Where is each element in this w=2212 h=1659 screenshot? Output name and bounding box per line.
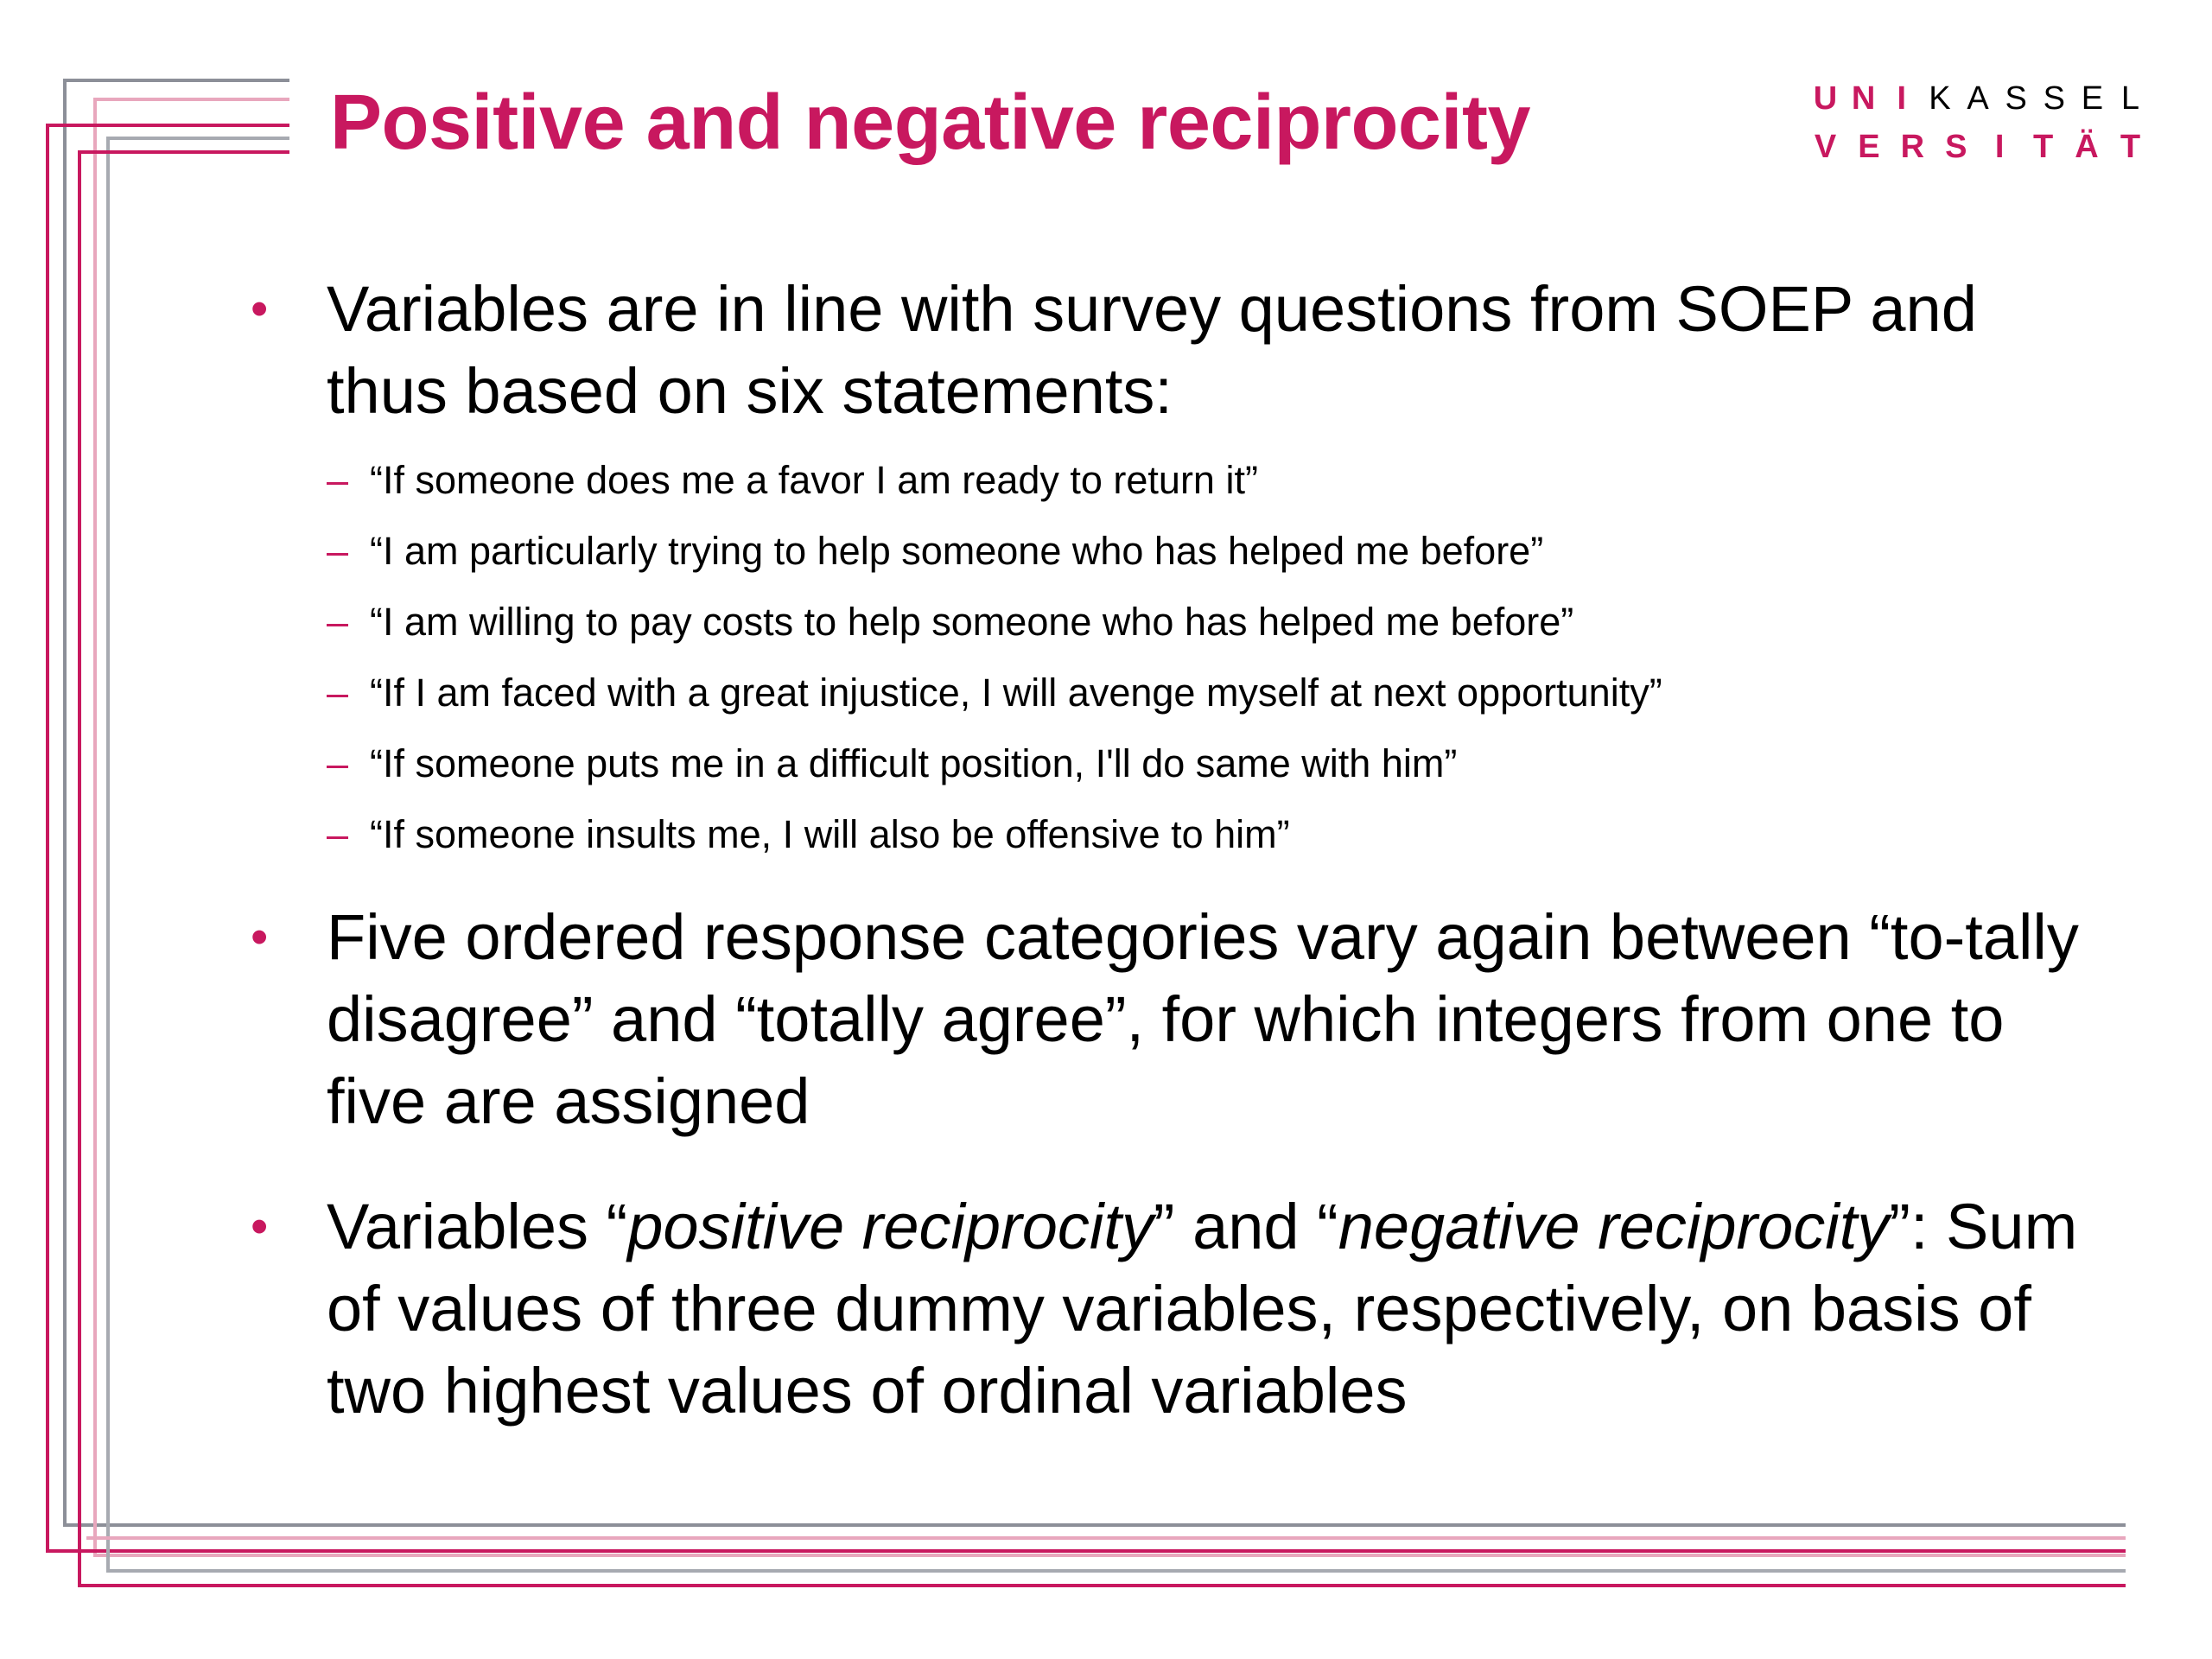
logo-letter: I (1994, 129, 2005, 165)
logo-letter: N (1851, 80, 1876, 117)
statement-item (327, 445, 2108, 516)
bullet-text-part: Variables “ (327, 1191, 628, 1262)
bullet-point-1 (251, 268, 2108, 432)
bullet-text (327, 1191, 2077, 1427)
term-negative-reciprocity: negative reciprocity (1338, 1191, 1890, 1262)
statement-text: “If someone insults me, I will also be offensive to him” (370, 812, 1290, 856)
statement-text: “I am particularly trying to help someone who has helped me before” (370, 529, 1544, 573)
statement-item (327, 587, 2108, 658)
logo-row-2 (1813, 123, 2143, 171)
logo-letter: T (2120, 129, 2141, 165)
logo-letter: I (1897, 80, 1907, 117)
dash-icon: – (327, 671, 349, 715)
bullet-point-2 (251, 896, 2108, 1142)
bullet-text: Variables are in line with survey questions from SOEP and thus based on six statements: (327, 273, 1977, 427)
bullet-text: Five ordered response categories vary again between “to-tally disagree” and “totally agree”, for which integers from one to five are assigned (327, 901, 2079, 1137)
statement-item (327, 516, 2108, 587)
logo-letter: S (2005, 80, 2027, 117)
logo-letter: L (2120, 80, 2140, 117)
university-logo (1813, 74, 2143, 171)
logo-letter: Ä (2075, 129, 2099, 165)
statement-list (327, 445, 2108, 870)
bullet-icon: • (251, 1198, 269, 1255)
bullet-text-part: ”: Sum of values of three dummy variables, respectively, on basis of two highest values of ordinal variables (327, 1191, 2078, 1427)
statement-text: “If I am faced with a great injustice, I will avenge myself at next opportunity” (370, 671, 1662, 715)
statement-text: “I am willing to pay costs to help someone who has helped me before” (370, 600, 1574, 644)
statement-text: “If someone does me a favor I am ready to return it” (370, 458, 1258, 502)
logo-row-1 (1813, 74, 2143, 123)
logo-letter: S (2043, 80, 2065, 117)
logo-letter: S (1945, 129, 1967, 165)
logo-letter: K (1929, 80, 1951, 117)
logo-letter: V (1814, 129, 1837, 165)
statement-item (327, 658, 2108, 728)
logo-letter: E (2081, 80, 2104, 117)
logo-letter: T (2033, 129, 2054, 165)
dash-icon: – (327, 812, 349, 856)
dash-icon: – (327, 741, 349, 785)
slide-title: Positive and negative reciprocity (330, 79, 1531, 166)
statement-text: “If someone puts me in a difficult position, I'll do same with him” (370, 741, 1458, 785)
term-positive-reciprocity: positive reciprocity (627, 1191, 1154, 1262)
bullet-point-3 (251, 1185, 2108, 1432)
slide-content (251, 268, 2108, 1432)
bullet-icon: • (251, 281, 269, 337)
logo-letter: A (1967, 80, 1989, 117)
statement-item (327, 728, 2108, 799)
bullet-text-part: ” and “ (1153, 1191, 1338, 1262)
logo-letter: E (1858, 129, 1880, 165)
logo-letter: R (1900, 129, 1925, 165)
dash-icon: – (327, 458, 349, 502)
dash-icon: – (327, 600, 349, 644)
dash-icon: – (327, 529, 349, 573)
bullet-icon: • (251, 909, 269, 965)
statement-item (327, 799, 2108, 870)
logo-letter: U (1813, 80, 1838, 117)
